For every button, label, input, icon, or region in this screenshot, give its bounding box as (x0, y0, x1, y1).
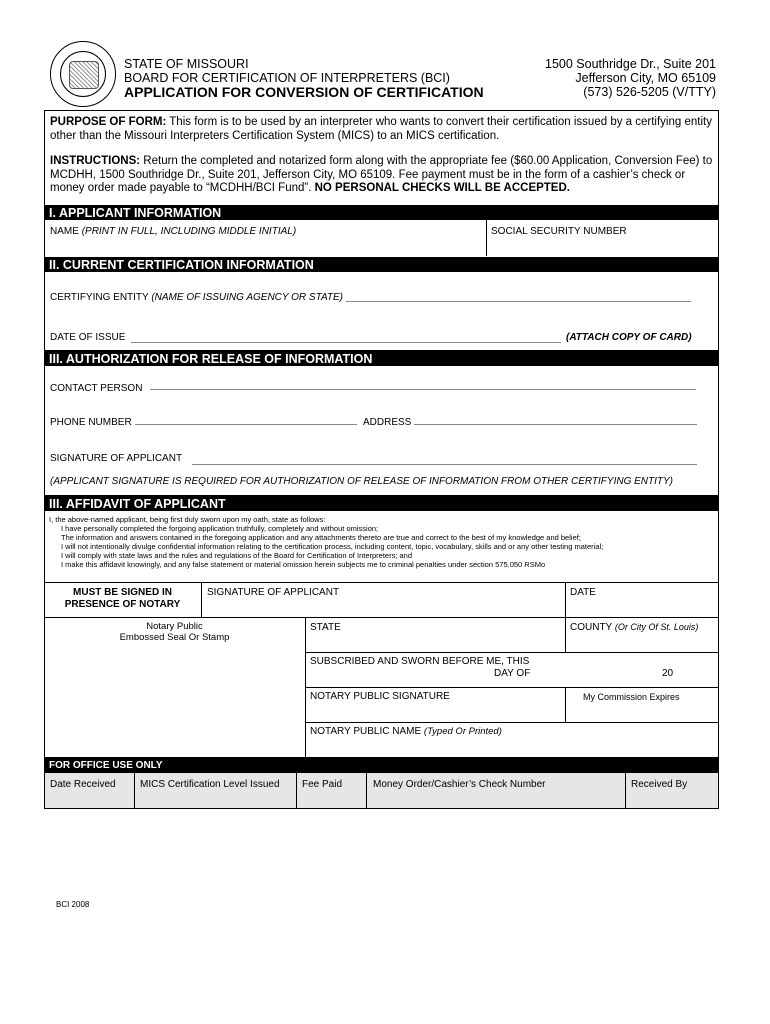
divider (366, 773, 367, 808)
missouri-state-seal-icon (50, 41, 116, 107)
affidavit-line: I make this affidavit knowingly, and any false statement or material omission herein subjects me to criminal penalties under section 575.050 RSMo (61, 560, 546, 569)
state-name: STATE OF MISSOURI (124, 57, 249, 71)
divider (625, 773, 626, 808)
ssn-field[interactable] (491, 238, 713, 254)
section-1-header: I. APPLICANT INFORMATION (44, 205, 719, 220)
must-sign-notice: MUST BE SIGNED IN PRESENCE OF NOTARY (64, 587, 181, 610)
divider (305, 687, 719, 688)
board-name: BOARD FOR CERTIFICATION OF INTERPRETERS (BCI) (124, 71, 450, 85)
office-col-received-by: Received By (631, 779, 688, 790)
affidavit-line: I will not intentionally divulge confidential information relating to the certification process, including content, topic, vocabulary, skills and or any other testing material; (61, 542, 604, 551)
instructions-line-2: MCDHH, 1500 Southridge Dr., Suite 201, Jefferson City, MO 65109. Fee payment must be in the form of a cashier’s check or (50, 168, 686, 181)
affidavit-signature-label: SIGNATURE OF APPLICANT (207, 587, 340, 598)
divider (201, 582, 202, 617)
phone-number: (573) 526-5205 (V/TTY) (583, 85, 716, 99)
divider (565, 687, 566, 722)
divider (296, 773, 297, 808)
day-of-label: DAY OF (494, 668, 531, 679)
notary-signature-label: NOTARY PUBLIC SIGNATURE (310, 691, 450, 702)
instructions-line-3: money order made payable to “MCDHH/BCI Fund”. (50, 182, 312, 194)
form-code: BCI 2008 (56, 900, 90, 909)
instructions-block (50, 155, 712, 196)
name-field[interactable] (50, 238, 480, 254)
purpose-line-1: This form is to be used by an interpreter who wants to convert their certification issued by a certifying entity (169, 116, 712, 128)
office-col-date-received: Date Received (50, 779, 116, 790)
section-2-header: II. CURRENT CERTIFICATION INFORMATION (44, 257, 719, 272)
affidavit-line: I have personally completed the forgoing application truthfully, completely and without omission; (61, 524, 379, 533)
authorization-note: (APPLICANT SIGNATURE IS REQUIRED FOR AUTHORIZATION OF RELEASE OF INFORMATION FROM OTHER CERTIFYING ENTITY) (50, 476, 674, 487)
county-label: COUNTY (Or City Of St. Louis) (570, 622, 699, 633)
certifying-entity-field[interactable] (346, 301, 691, 302)
state-label: STATE (310, 622, 341, 633)
office-use-header: FOR OFFICE USE ONLY (44, 757, 719, 773)
affidavit-line: I will comply with state laws and the rules and regulations of the Board for Certification of Interpreters; and (61, 551, 413, 560)
purpose-line-2: other than the Missouri Interpreters Certification System (MICS) to an MICS certification. (50, 129, 500, 142)
instructions-line-1: Return the completed and notarized form along with the appropriate fee ($60.00 Application, Conversion Fee) to (143, 155, 713, 167)
sworn-statement: SUBSCRIBED AND SWORN BEFORE ME, THIS (310, 656, 530, 667)
divider (486, 220, 487, 256)
purpose-label: PURPOSE OF FORM: (50, 116, 167, 128)
divider (44, 617, 719, 618)
section-4-header: III. AFFIDAVIT OF APPLICANT (44, 495, 719, 511)
no-personal-checks: NO PERSONAL CHECKS WILL BE ACCEPTED. (314, 182, 570, 194)
address-field[interactable] (414, 424, 697, 425)
purpose-block (50, 116, 712, 143)
notary-name-label: NOTARY PUBLIC NAME (Typed Or Printed) (310, 726, 502, 737)
ssn-label: SOCIAL SECURITY NUMBER (491, 226, 627, 237)
header-right (545, 57, 716, 99)
contact-person-field[interactable] (150, 389, 696, 390)
affidavit-date-field[interactable] (570, 600, 714, 615)
instructions-label: INSTRUCTIONS: (50, 155, 141, 167)
affidavit-line: I, the above-named applicant, being first duly sworn upon my oath, state as follows: (49, 515, 326, 524)
divider (305, 722, 719, 723)
divider (134, 773, 135, 808)
form-title: APPLICATION FOR CONVERSION OF CERTIFICATION (124, 84, 484, 100)
name-label: NAME (PRINT IN FULL, INCLUDING MIDDLE INITIAL) (50, 226, 297, 237)
applicant-signature-label: SIGNATURE OF APPLICANT (50, 453, 183, 464)
contact-person-label: CONTACT PERSON (50, 383, 143, 394)
divider (44, 582, 719, 583)
date-of-issue-label: DATE OF ISSUE (50, 332, 126, 343)
phone-number-field[interactable] (135, 424, 357, 425)
commission-expires-label: My Commission Expires (583, 692, 680, 702)
date-of-issue-field[interactable] (131, 342, 561, 343)
divider (305, 652, 719, 653)
affidavit-line: The information and answers contained in the foregoing application and any attachments thereto are true and correct to the best of my knowledge and belief; (61, 533, 581, 542)
office-col-check-number: Money Order/Cashier’s Check Number (373, 779, 546, 790)
address-label: ADDRESS (363, 417, 412, 428)
office-col-mics-level: MICS Certification Level Issued (140, 779, 280, 790)
attach-card-note: (ATTACH COPY OF CARD) (566, 332, 692, 343)
divider (565, 582, 566, 617)
section-3-header: III. AUTHORIZATION FOR RELEASE OF INFORMATION (44, 350, 719, 366)
affidavit-date-label: DATE (570, 587, 596, 598)
phone-number-label: PHONE NUMBER (50, 417, 132, 428)
header-left (124, 57, 484, 99)
notary-seal-area: Notary Public Embossed Seal Or Stamp (119, 621, 230, 643)
applicant-signature-field[interactable] (192, 464, 697, 465)
address-line-1: 1500 Southridge Dr., Suite 201 (545, 57, 716, 71)
certifying-entity-label: CERTIFYING ENTITY (NAME OF ISSUING AGENCY OR STATE) (50, 292, 344, 303)
address-line-2: Jefferson City, MO 65109 (575, 71, 716, 85)
divider (565, 617, 566, 652)
affidavit-signature-field[interactable] (207, 600, 559, 615)
office-col-fee-paid: Fee Paid (302, 779, 343, 790)
year-prefix: 20 (662, 668, 674, 679)
